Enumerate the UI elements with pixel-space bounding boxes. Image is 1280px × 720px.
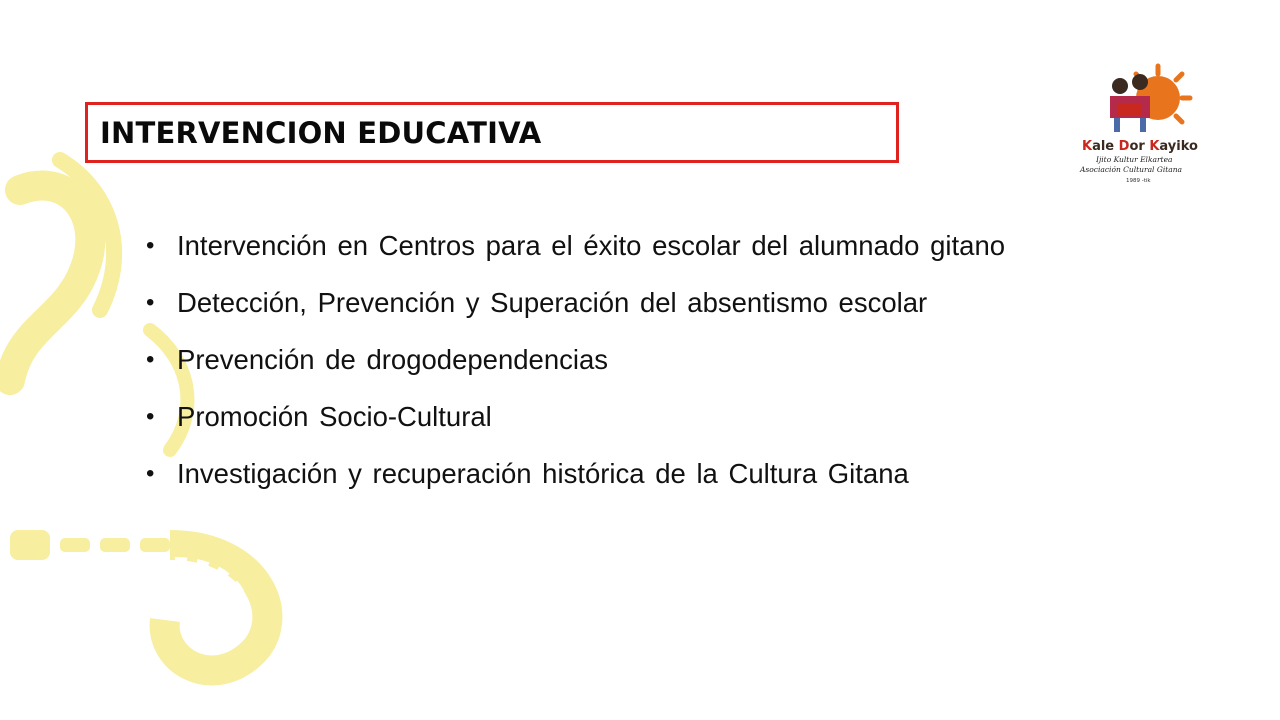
bullet-item: • Investigación y recuperación histórica de la Cultura Gitana xyxy=(146,458,909,489)
bullet-text: Investigación y recuperación histórica de la Cultura Gitana xyxy=(177,458,909,489)
title-box xyxy=(85,102,899,163)
svg-text:1989 -tik: 1989 -tik xyxy=(1126,178,1151,184)
bullet-item: • Prevención de drogodependencias xyxy=(146,344,609,375)
svg-text:Kale Dor Kayiko: Kale Dor Kayiko xyxy=(1082,139,1198,154)
children-reading-icon xyxy=(1110,74,1150,132)
bullet-list xyxy=(146,226,1176,511)
bullet-item: • Detección, Prevención y Superación del absentismo escolar xyxy=(146,287,928,318)
bullet-text: Detección, Prevención y Superación del absentismo escolar xyxy=(177,287,928,318)
bullet-item: • Intervención en Centros para el éxito escolar del alumnado gitano xyxy=(146,230,1006,261)
bullet-item: • Promoción Socio-Cultural xyxy=(146,401,492,432)
bullet-text: Promoción Socio-Cultural xyxy=(177,401,492,432)
slide-title: INTERVENCION EDUCATIVA xyxy=(100,115,542,150)
kale-dor-kayiko-logo xyxy=(1070,60,1210,190)
bullet-text: Prevención de drogodependencias xyxy=(177,344,609,375)
bullet-text: Intervención en Centros para el éxito escolar del alumnado gitano xyxy=(177,230,1006,261)
svg-text:Asociación Cultural Gitana: Asociación Cultural Gitana xyxy=(1080,165,1183,174)
svg-text:Ijito Kultur Elkartea: Ijito Kultur Elkartea xyxy=(1096,155,1173,164)
